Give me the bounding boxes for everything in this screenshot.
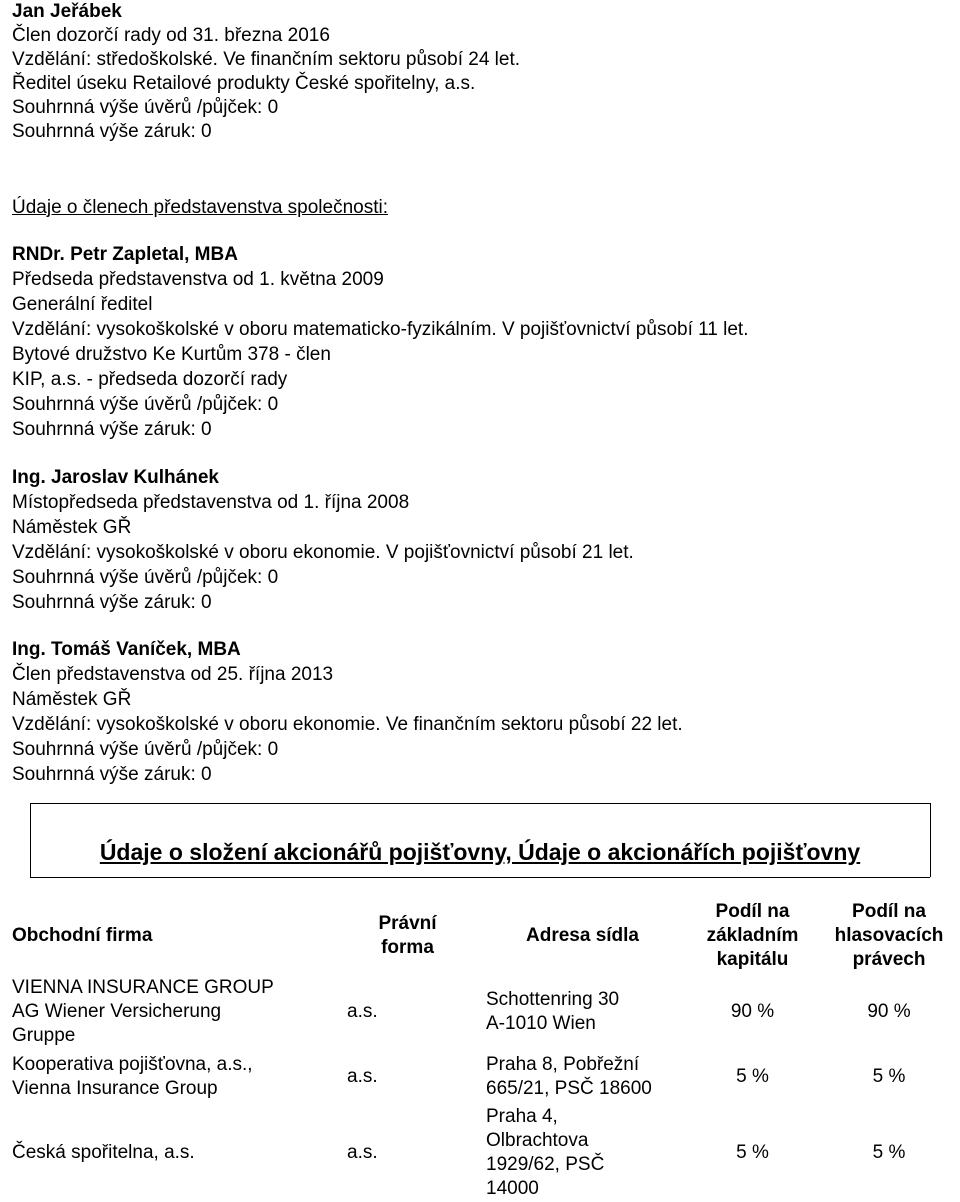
member-line: Člen dozorčí rady od 31. března 2016	[12, 25, 330, 46]
member-line: Náměstek GŘ	[12, 517, 132, 538]
cell-legal-form: a.s.	[347, 1001, 378, 1022]
table-row	[0, 975, 958, 1049]
cell-legal-form: a.s.	[347, 1142, 378, 1163]
header-firm: Obchodní firma	[12, 925, 153, 946]
table-header-row	[0, 897, 958, 975]
header-capital-share: Podíl na základním kapitálu	[706, 901, 799, 970]
header-address: Adresa sídla	[526, 925, 639, 946]
member-line: Ředitel úseku Retailové produkty České spořitelny, a.s.	[12, 73, 476, 94]
member-name: Ing. Jaroslav Kulhánek	[12, 467, 219, 488]
cell-address: Praha 8, Pobřežní 665/21, PSČ 18600	[486, 1054, 652, 1099]
cell-capital-share: 5 %	[736, 1066, 769, 1087]
member-line: Vzdělání: středoškolské. Ve finančním sektoru působí 24 let.	[12, 49, 521, 70]
member-name: RNDr. Petr Zapletal, MBA	[12, 244, 238, 265]
member-line: Souhrnná výše úvěrů /půjček: 0	[12, 394, 279, 415]
member-line: Souhrnná výše úvěrů /půjček: 0	[12, 97, 279, 118]
cell-legal-form: a.s.	[347, 1066, 378, 1087]
cell-voting-share: 90 %	[867, 1001, 911, 1022]
member-line: Souhrnná výše záruk: 0	[12, 419, 212, 440]
cell-firm: VIENNA INSURANCE GROUP AG Wiener Versicherung Gruppe	[12, 977, 274, 1046]
header-voting-share: Podíl na hlasovacích právech	[834, 901, 944, 970]
section-border-bottom	[30, 877, 930, 878]
cell-voting-share: 5 %	[872, 1142, 906, 1163]
member-line: Souhrnná výše záruk: 0	[12, 764, 212, 785]
table-row	[0, 1105, 958, 1201]
cell-capital-share: 5 %	[736, 1142, 769, 1163]
member-line: Souhrnná výše úvěrů /půjček: 0	[12, 567, 279, 588]
cell-address: Schottenring 30 A-1010 Wien	[486, 989, 620, 1034]
cell-address: Praha 4, Olbrachtova 1929/62, PSČ 14000	[486, 1106, 605, 1199]
member-line: Člen představenstva od 25. října 2013	[12, 664, 334, 685]
table-row	[0, 1049, 958, 1105]
cell-firm: Kooperativa pojišťovna, a.s., Vienna Insurance Group	[12, 1054, 253, 1099]
member-line: Předseda představenstva od 1. května 2009	[12, 269, 384, 290]
member-line: Vzdělání: vysokoškolské v oboru ekonomie. V pojišťovnictví působí 21 let.	[12, 542, 634, 563]
header-legal-form: Právní forma	[378, 913, 437, 958]
member-line: KIP, a.s. - předseda dozorčí rady	[12, 369, 288, 390]
member-line: Místopředseda představenstva od 1. října 2008	[12, 492, 410, 513]
member-line: Souhrnná výše záruk: 0	[12, 121, 212, 142]
cell-capital-share: 90 %	[730, 1001, 775, 1022]
member-line: Náměstek GŘ	[12, 689, 132, 710]
shareholders-table	[0, 897, 958, 1201]
member-line: Bytové družstvo Ke Kurtům 378 - člen	[12, 344, 331, 365]
member-name: Ing. Tomáš Vaníček, MBA	[12, 639, 241, 660]
section-border-top	[30, 803, 930, 804]
cell-voting-share: 5 %	[872, 1066, 906, 1087]
cell-firm: Česká spořitelna, a.s.	[12, 1142, 195, 1163]
member-line: Vzdělání: vysokoškolské v oboru ekonomie. Ve finančním sektoru působí 22 let.	[12, 714, 683, 735]
member-line: Generální ředitel	[12, 294, 153, 315]
section-border-right	[930, 803, 931, 877]
section-title: Údaje o složení akcionářů pojišťovny, Údaje o akcionářích pojišťovny	[99, 839, 861, 865]
member-line: Vzdělání: vysokoškolské v oboru matematicko-fyzikálním. V pojišťovnictví působí 11 let.	[12, 319, 749, 340]
board-heading: Údaje o členech představenstva společnosti:	[12, 197, 389, 218]
member-name: Jan Jeřábek	[12, 1, 122, 22]
member-line: Souhrnná výše záruk: 0	[12, 592, 212, 613]
member-line: Souhrnná výše úvěrů /půjček: 0	[12, 739, 279, 760]
